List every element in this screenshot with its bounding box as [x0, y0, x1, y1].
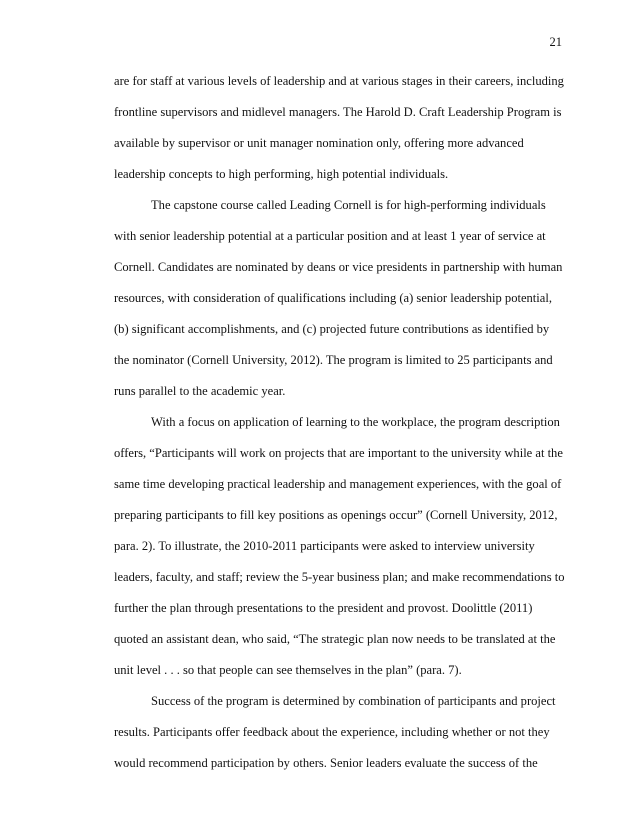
text-line: offers, “Participants will work on projects that are important to the university while at the	[114, 446, 563, 460]
text-line: unit level . . . so that people can see themselves in the plan” (para. 7).	[114, 663, 462, 677]
text-line: runs parallel to the academic year.	[114, 384, 286, 398]
text-line: same time developing practical leadership and management experiences, with the goal of	[114, 477, 562, 491]
text-line: with senior leadership potential at a particular position and at least 1 year of service at	[114, 229, 546, 243]
text-line: the nominator (Cornell University, 2012). The program is limited to 25 participants and	[114, 353, 553, 367]
paragraph-first-line: Success of the program is determined by combination of participants and project	[151, 694, 556, 708]
page-number: 21	[549, 35, 562, 49]
text-line: further the plan through presentations to the president and provost. Doolittle (2011)	[114, 601, 533, 615]
paragraph-first-line: The capstone course called Leading Cornell is for high-performing individuals	[151, 198, 546, 212]
text-line: are for staff at various levels of leadership and at various stages in their careers, including	[114, 74, 564, 88]
text-line: para. 2). To illustrate, the 2010-2011 participants were asked to interview university	[114, 539, 535, 553]
text-line: would recommend participation by others. Senior leaders evaluate the success of the	[114, 756, 538, 770]
paragraph-first-line: With a focus on application of learning to the workplace, the program description	[151, 415, 560, 429]
text-line: frontline supervisors and midlevel managers. The Harold D. Craft Leadership Program is	[114, 105, 562, 119]
text-line: preparing participants to fill key positions as openings occur” (Cornell University, 2012,	[114, 508, 558, 522]
text-line: (b) significant accomplishments, and (c) projected future contributions as identified by	[114, 322, 550, 336]
text-line: results. Participants offer feedback about the experience, including whether or not they	[114, 725, 550, 739]
text-line: available by supervisor or unit manager nomination only, offering more advanced	[114, 136, 524, 150]
text-line: leadership concepts to high performing, high potential individuals.	[114, 167, 449, 181]
text-line: quoted an assistant dean, who said, “The strategic plan now needs to be translated at the	[114, 632, 556, 646]
text-line: resources, with consideration of qualifications including (a) senior leadership potential,	[114, 291, 552, 305]
text-line: Cornell. Candidates are nominated by deans or vice presidents in partnership with human	[114, 260, 563, 274]
text-line: leaders, faculty, and staff; review the 5-year business plan; and make recommendations to	[114, 570, 565, 584]
